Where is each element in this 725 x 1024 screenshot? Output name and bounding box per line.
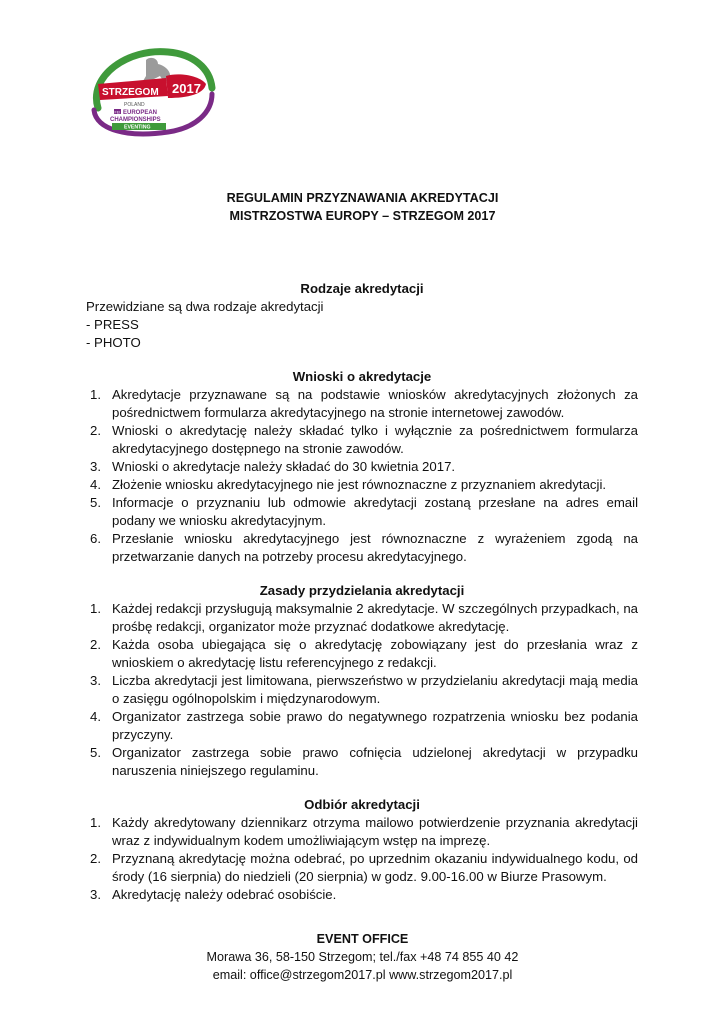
footer-office: EVENT OFFICE — [316, 932, 409, 946]
list-item: 5. Organizator zastrzega sobie prawo cofnięcia udzielonej akredytacji w przypadku naruszenia niniejszego regulaminu. — [90, 745, 638, 778]
odbior-heading: Odbiór akredytacji — [304, 797, 420, 812]
logo-year: 2017 — [172, 81, 201, 96]
footer-address: Morawa 36, 58-150 Strzegom; tel./fax +48 74 855 40 42 — [206, 950, 519, 964]
list-item: 2. Wnioski o akredytację należy składać tylko i wyłącznie za pośrednictwem formularza akredytacyjnego dostępnego na stronie zawodów. — [90, 423, 638, 456]
logo-fei: FEI — [114, 110, 121, 115]
title-line-2: MISTRZOSTWA EUROPY – STRZEGOM 2017 — [229, 209, 496, 223]
list-item: 4. Złożenie wniosku akredytacyjnego nie jest równoznaczne z przyznaniem akredytacji. — [90, 477, 607, 492]
zasady-heading: Zasady przydzielania akredytacji — [259, 583, 465, 598]
title-line-1: REGULAMIN PRZYZNAWANIA AKREDYTACJI — [226, 191, 499, 205]
section-zasady — [86, 582, 638, 780]
section-odbior — [86, 796, 638, 904]
zasady-list — [86, 600, 638, 780]
logo-line2: CHAMPIONSHIPS — [110, 117, 161, 123]
list-item: 3. Akredytację należy odebrać osobiście. — [90, 887, 337, 902]
section-wnioski — [86, 368, 638, 566]
list-item: 3. Liczba akredytacji jest limitowana, pierwszeństwo w przydzielaniu akredytacji mają media o zasięgu ogólnopolskim i międzynarodowym. — [90, 673, 638, 706]
list-item: 1. Akredytacje przyznawane są na podstawie wniosków akredytacyjnych złożonych za pośrednictwem formularza akredytacyjnego na stronie internetowej zawodów. — [90, 387, 638, 420]
rodzaje-item: - PHOTO — [86, 335, 141, 350]
wnioski-heading: Wnioski o akredytacje — [292, 369, 432, 384]
list-item: 2. Przyznaną akredytację można odebrać, po uprzednim okazaniu indywidualnego kodu, od środy (16 sierpnia) do niedzieli (20 sierpnia) w godz. 9.00-16.00 w Biurze Prasowym. — [90, 851, 638, 884]
rodzaje-heading: Rodzaje akredytacji — [300, 281, 424, 296]
list-item: 3. Wnioski o akredytacje należy składać do 30 kwietnia 2017. — [90, 459, 456, 474]
list-item: 2. Każda osoba ubiegająca się o akredytację zobowiązany jest do przesłania wraz z wnioskiem o akredytację listu referencyjnego z redakcji. — [90, 637, 638, 670]
rodzaje-intro: Przewidziane są dwa rodzaje akredytacji — [86, 299, 324, 314]
wnioski-list — [86, 386, 638, 566]
footer-contact: email: office@strzegom2017.pl www.strzegom2017.pl — [212, 968, 513, 982]
list-item: 1. Każdy akredytowany dziennikarz otrzyma mailowo potwierdzenie przyznania akredytacji wraz z indywidualnym kodem umożliwiającym wstęp na imprezę. — [90, 815, 638, 848]
list-item: 1. Każdej redakcji przysługują maksymalnie 2 akredytacje. W szczególnych przypadkach, na prośbę redakcji, organizator może przyznać dodatkowe akredytację. — [90, 601, 638, 634]
strzegom-2017-logo — [88, 46, 218, 138]
logo-line1: EUROPEAN — [123, 110, 158, 116]
list-item: 6. Przesłanie wniosku akredytacyjnego jest równoznaczne z wyrażeniem zgodą na przetwarzanie danych na potrzeby procesu akredytacyjnego. — [90, 531, 638, 564]
document-title — [0, 189, 725, 225]
logo-country: POLAND — [124, 102, 145, 108]
list-item: 5. Informacje o przyznaniu lub odmowie akredytacji zostaną przesłane na adres email podany we wniosku akredytacyjnym. — [90, 495, 638, 528]
logo-line3: EVENTING — [124, 124, 151, 131]
odbior-list — [86, 814, 638, 904]
list-item: 4. Organizator zastrzega sobie prawo do negatywnego rozpatrzenia wniosku bez podania przyczyny. — [90, 709, 638, 742]
footer — [0, 930, 725, 984]
logo-name: STRZEGOM — [102, 87, 159, 98]
section-rodzaje — [86, 280, 638, 352]
logo-graphic — [88, 46, 218, 138]
rodzaje-item: - PRESS — [86, 317, 139, 332]
